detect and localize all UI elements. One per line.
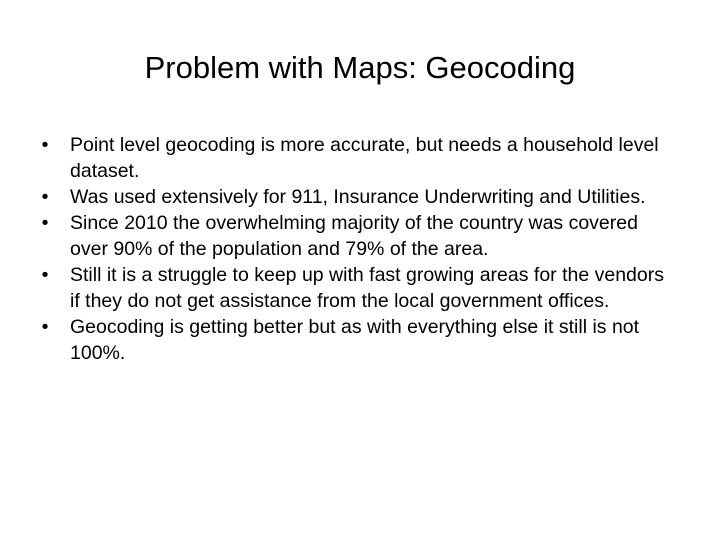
- bullet-text: Still it is a struggle to keep up with fast growing areas for the vendors if they do not get assistance from the local government offices.: [70, 264, 664, 312]
- bullet-list: [36, 132, 676, 366]
- bullet-item: [36, 132, 676, 184]
- bullet-item: [36, 262, 676, 314]
- bullet-text: Was used extensively for 911, Insurance Underwriting and Utilities.: [70, 186, 646, 208]
- bullet-item: [36, 210, 676, 262]
- bullet-text: Since 2010 the overwhelming majority of the country was covered over 90% of the population and 79% of the area.: [70, 212, 638, 260]
- bullet-icon: •: [41, 212, 49, 234]
- bullet-text: Point level geocoding is more accurate, but needs a household level dataset.: [70, 134, 659, 182]
- bullet-item: [36, 314, 676, 366]
- bullet-icon: •: [41, 264, 49, 286]
- bullet-text: Geocoding is getting better but as with everything else it still is not 100%.: [70, 316, 640, 364]
- bullet-icon: •: [41, 186, 49, 208]
- slide-title: Problem with Maps: Geocoding: [144, 50, 576, 85]
- bullet-icon: •: [41, 134, 49, 156]
- bullet-icon: •: [41, 316, 49, 338]
- bullet-item: [36, 184, 676, 210]
